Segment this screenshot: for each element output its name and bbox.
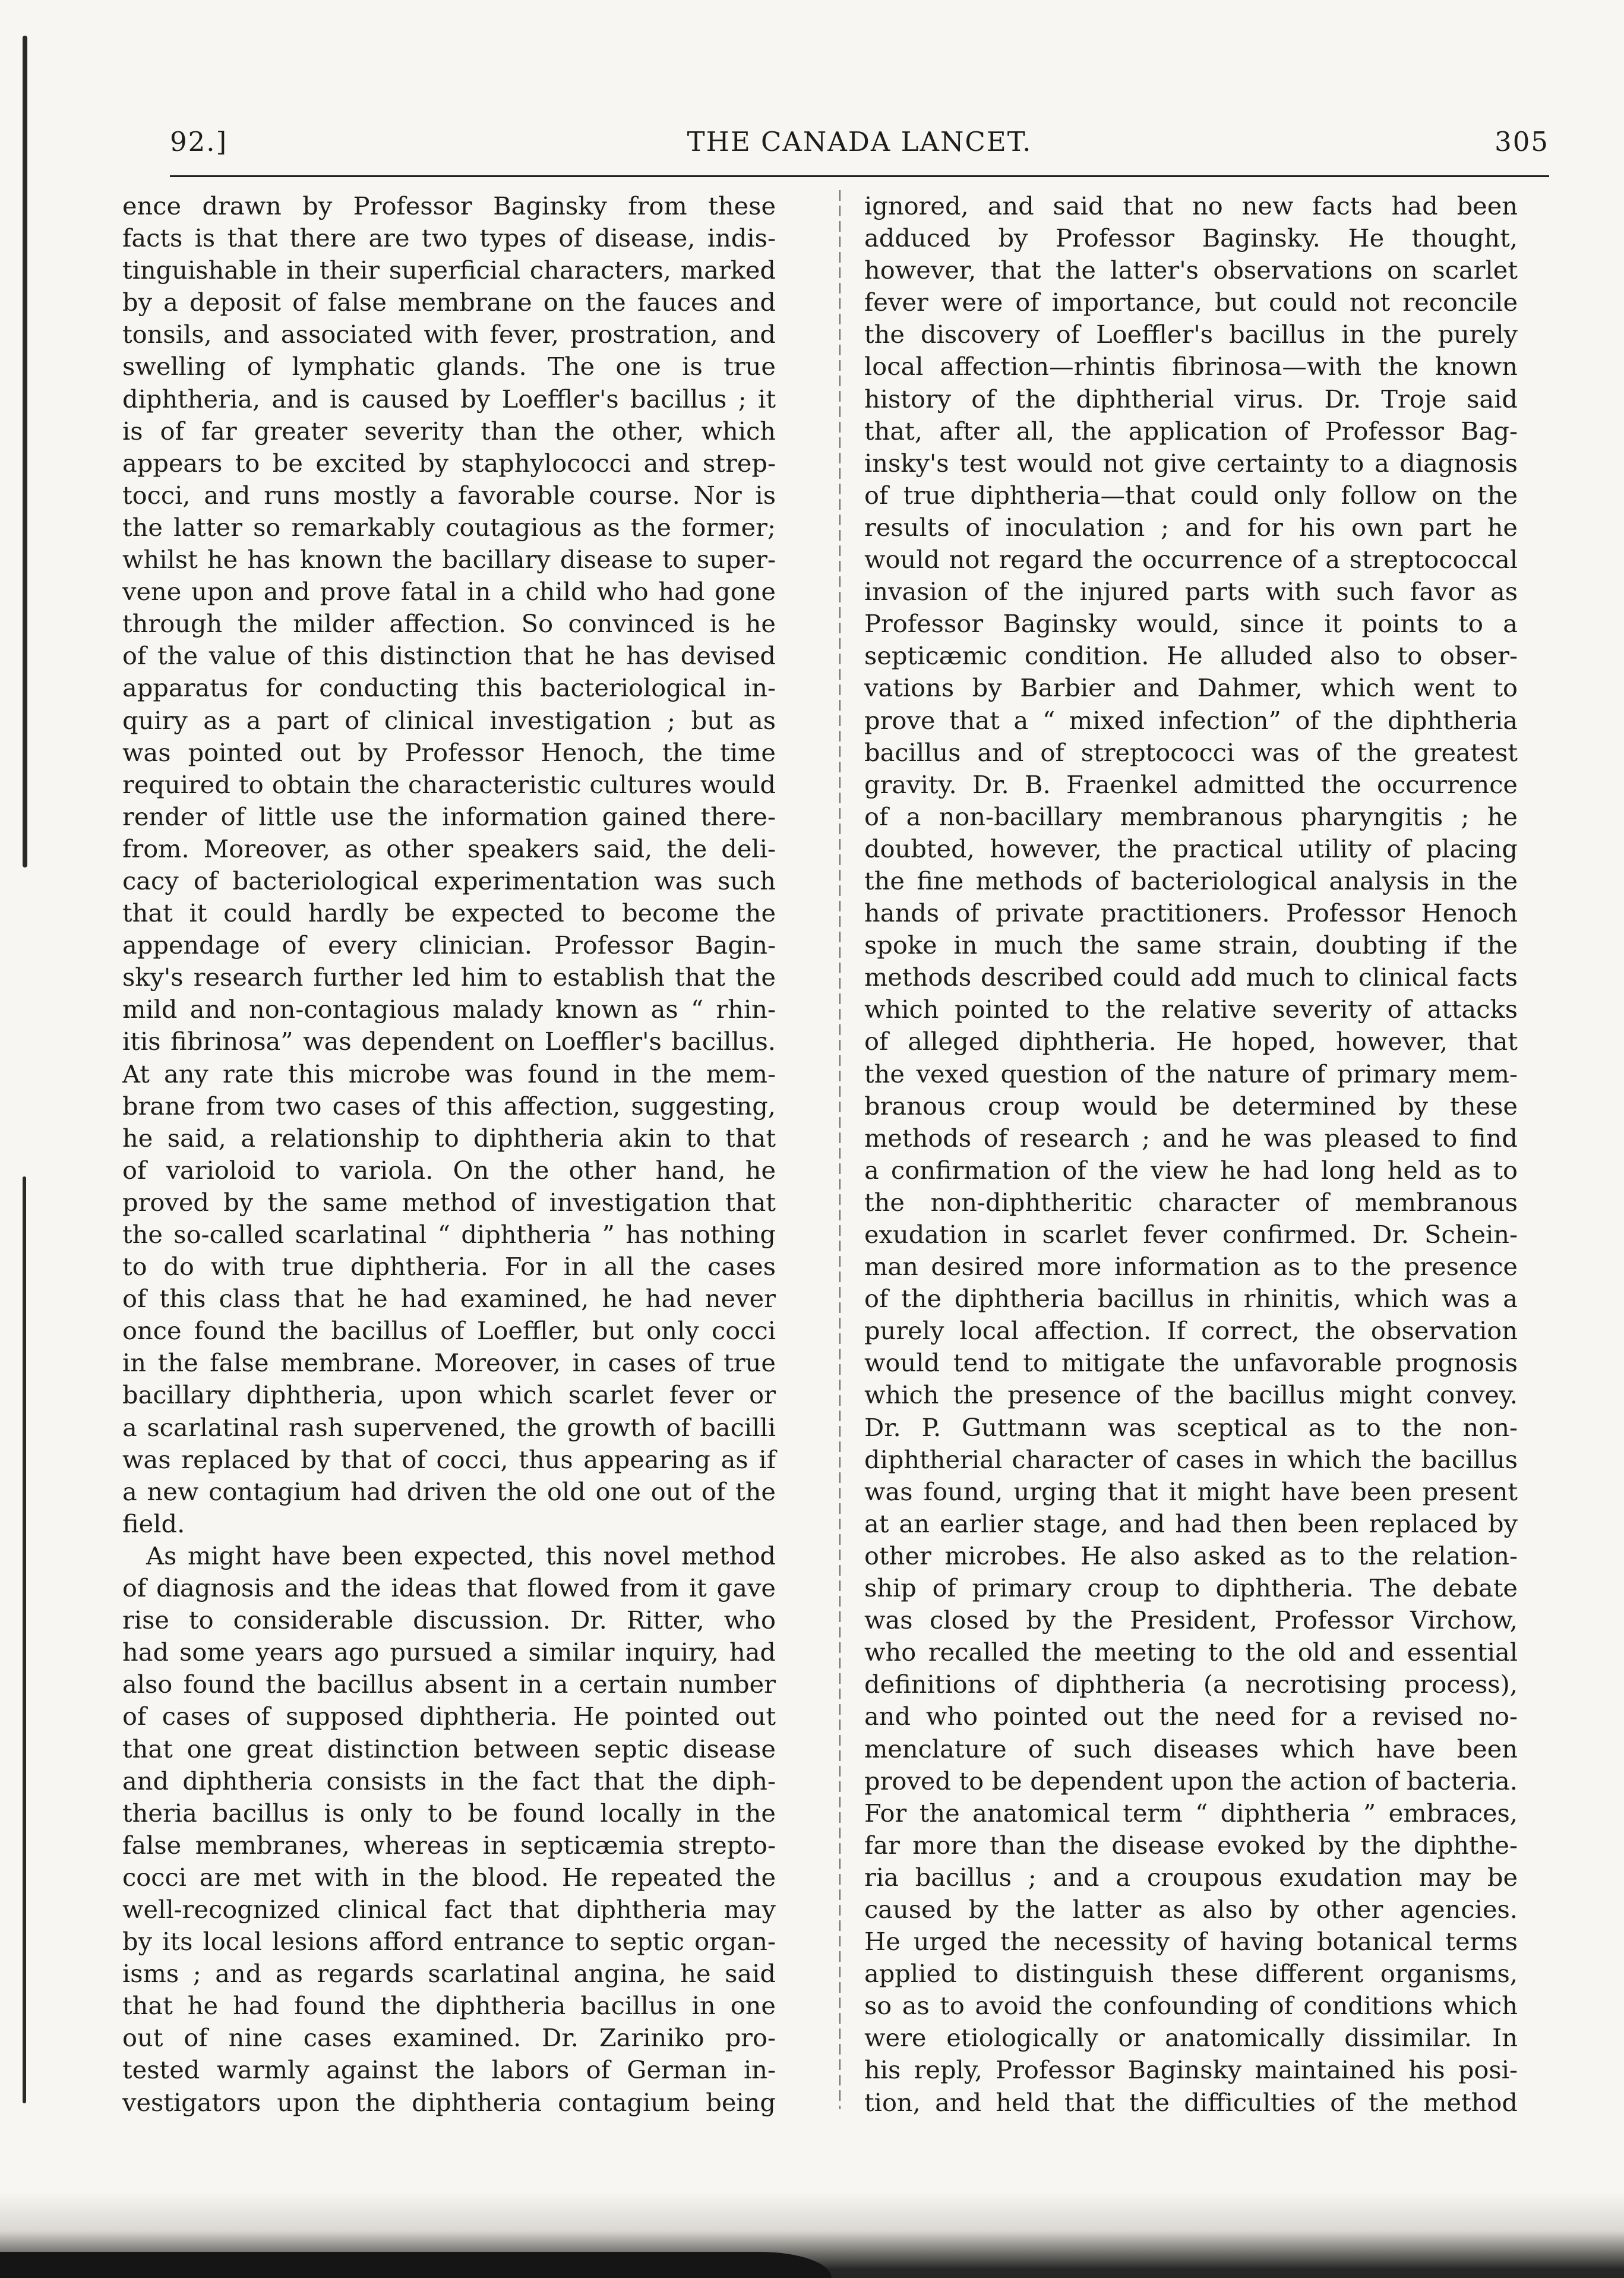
text-line: Dr. P. Guttmann was sceptical as to the non- xyxy=(864,1412,1518,1442)
text-line: by its local lesions afford entrance to septic organ- xyxy=(122,1927,776,1957)
text-line: of this class that he had examined, he had never xyxy=(122,1284,776,1314)
text-line: that, after all, the application of Professor Bag- xyxy=(864,416,1518,446)
text-line: bacillus and of streptococci was of the greatest xyxy=(864,737,1518,767)
text-line: methods of research ; and he was pleased to find xyxy=(864,1123,1518,1153)
text-line: had some years ago pursued a similar inquiry, had xyxy=(122,1637,776,1667)
text-line: insky's test would not give certainty to a diagnosis xyxy=(864,448,1518,478)
text-line: well-recognized clinical fact that diphtheria may xyxy=(122,1894,776,1924)
text-line: invasion of the injured parts with such favor as xyxy=(864,577,1518,607)
text-line: however, that the latter's observations on scarlet xyxy=(864,255,1518,285)
text-line: spoke in much the same strain, doubting if the xyxy=(864,930,1518,960)
text-line: of a non-bacillary membranous pharyngitis ; he xyxy=(864,802,1518,831)
text-line: hands of private practitioners. Professor Henoch xyxy=(864,898,1518,928)
text-line: the vexed question of the nature of primary mem- xyxy=(864,1059,1518,1088)
text-line: he said, a relationship to diphtheria akin to that xyxy=(122,1123,776,1153)
text-line: appears to be excited by staphylococci and strep- xyxy=(122,448,776,478)
text-line: definitions of diphtheria (a necrotising process), xyxy=(864,1670,1518,1699)
text-line: ence drawn by Professor Baginsky from these xyxy=(122,191,776,220)
text-line: was replaced by that of cocci, thus appearing as if xyxy=(122,1444,776,1474)
text-line: exudation in scarlet fever confirmed. Dr. Schein- xyxy=(864,1220,1518,1249)
text-line: isms ; and as regards scarlatinal angina, he said xyxy=(122,1959,776,1989)
running-header xyxy=(170,126,1549,172)
text-line: tested warmly against the labors of German in- xyxy=(122,2055,776,2085)
text-line: He urged the necessity of having botanical terms xyxy=(864,1927,1518,1957)
text-line: also found the bacillus absent in a certain number xyxy=(122,1670,776,1699)
text-line: a confirmation of the view he had long held as to xyxy=(864,1155,1518,1185)
text-line: menclature of such diseases which have been xyxy=(864,1734,1518,1763)
text-line: tonsils, and associated with fever, prostration, and xyxy=(122,320,776,349)
text-line: doubted, however, the practical utility of placing xyxy=(864,834,1518,863)
text-line: rise to considerable discussion. Dr. Ritter, who xyxy=(122,1605,776,1635)
text-line: which pointed to the relative severity of attacks xyxy=(864,995,1518,1024)
text-line: vations by Barbier and Dahmer, which went to xyxy=(864,673,1518,703)
text-line: tinguishable in their superficial characters, marked xyxy=(122,255,776,285)
text-line: mild and non-contagious malady known as “ rhin- xyxy=(122,995,776,1024)
text-line: results of inoculation ; and for his own part he xyxy=(864,512,1518,542)
text-line: proved by the same method of investigation that xyxy=(122,1187,776,1217)
text-line: tocci, and runs mostly a favorable course. Nor is xyxy=(122,480,776,510)
text-line: diphtheria, and is caused by Loeffler's bacillus ; it xyxy=(122,384,776,414)
text-line: was pointed out by Professor Henoch, the time xyxy=(122,737,776,767)
text-line: caused by the latter as also by other agencies. xyxy=(864,1894,1518,1924)
text-line: of the value of this distinction that he has devised xyxy=(122,641,776,671)
text-line: Professor Baginsky would, since it points to a xyxy=(864,609,1518,639)
page-edge-shadow-lower xyxy=(23,1176,26,2103)
right-text-column xyxy=(864,190,1518,2119)
header-rule xyxy=(170,175,1549,177)
text-line: of true diphtheria—that could only follow on the xyxy=(864,480,1518,510)
text-line: proved to be dependent upon the action of bacteria. xyxy=(864,1766,1518,1796)
text-line: quiry as a part of clinical investigation ; but as xyxy=(122,705,776,735)
text-line: ria bacillus ; and a croupous exudation may be xyxy=(864,1862,1518,1892)
text-line: man desired more information as to the presence xyxy=(864,1252,1518,1282)
text-line: that one great distinction between septic disease xyxy=(122,1734,776,1763)
text-line: of the diphtheria bacillus in rhinitis, which was a xyxy=(864,1284,1518,1314)
text-line: methods described could add much to clinical facts xyxy=(864,963,1518,992)
text-line: purely local affection. If correct, the observation xyxy=(864,1316,1518,1346)
text-line: of diagnosis and the ideas that flowed from it gave xyxy=(122,1573,776,1603)
text-line: appendage of every clinician. Professor Bagin- xyxy=(122,930,776,960)
text-line: and diphtheria consists in the fact that the diph- xyxy=(122,1766,776,1796)
text-line: ship of primary croup to diphtheria. The debate xyxy=(864,1573,1518,1603)
text-line: to do with true diphtheria. For in all the cases xyxy=(122,1252,776,1282)
text-line: theria bacillus is only to be found locally in the xyxy=(122,1798,776,1828)
text-line: false membranes, whereas in septicæmia strepto- xyxy=(122,1830,776,1860)
text-line: the discovery of Loeffler's bacillus in the purely xyxy=(864,320,1518,349)
text-line: branous croup would be determined by these xyxy=(864,1091,1518,1121)
text-line: fever were of importance, but could not reconcile xyxy=(864,288,1518,317)
text-line: vestigators upon the diphtheria contagium being xyxy=(122,2087,776,2117)
volume-number: 92.] xyxy=(170,126,228,157)
text-line: adduced by Professor Baginsky. He thought, xyxy=(864,223,1518,253)
text-line: in the false membrane. Moreover, in cases of true xyxy=(122,1348,776,1378)
text-line: facts is that there are two types of disease, indis- xyxy=(122,223,776,253)
text-line: applied to distinguish these different organisms, xyxy=(864,1959,1518,1989)
text-line: the non-diphtheritic character of membranous xyxy=(864,1187,1518,1217)
journal-title: THE CANADA LANCET. xyxy=(687,126,1032,157)
text-line: would not regard the occurrence of a streptococcal xyxy=(864,545,1518,575)
text-line: For the anatomical term “ diphtheria ” embraces, xyxy=(864,1798,1518,1828)
text-line: through the milder affection. So convinced is he xyxy=(122,609,776,639)
text-line: render of little use the information gained there- xyxy=(122,802,776,831)
text-line: of cases of supposed diphtheria. He pointed out xyxy=(122,1702,776,1731)
text-line: the latter so remarkably coutagious as the former; xyxy=(122,512,776,542)
text-line: a scarlatinal rash supervened, the growth of bacilli xyxy=(122,1412,776,1442)
text-line: out of nine cases examined. Dr. Zariniko pro- xyxy=(122,2023,776,2053)
text-line: his reply, Professor Baginsky maintained his posi- xyxy=(864,2055,1518,2085)
text-line: itis fibrinosa” was dependent on Loeffler's bacillus. xyxy=(122,1027,776,1056)
text-line: other microbes. He also asked as to the relation- xyxy=(864,1541,1518,1570)
text-line: the so-called scarlatinal “ diphtheria ” has nothing xyxy=(122,1220,776,1249)
text-line: gravity. Dr. B. Fraenkel admitted the occurrence xyxy=(864,769,1518,799)
text-line: were etiologically or anatomically dissimilar. In xyxy=(864,2023,1518,2053)
text-line: bacillary diphtheria, upon which scarlet fever or xyxy=(122,1380,776,1410)
text-line: of varioloid to variola. On the other hand, he xyxy=(122,1155,776,1185)
text-line: sky's research further led him to establish that the xyxy=(122,963,776,992)
text-line: once found the bacillus of Loeffler, but only cocci xyxy=(122,1316,776,1346)
text-line: which the presence of the bacillus might convey. xyxy=(864,1380,1518,1410)
text-line: a new contagium had driven the old one out of the xyxy=(122,1476,776,1506)
text-line: of alleged diphtheria. He hoped, however, that xyxy=(864,1027,1518,1056)
text-line: tion, and held that the difficulties of the method xyxy=(864,2087,1518,2117)
text-line: so as to avoid the confounding of conditions which xyxy=(864,1991,1518,2021)
text-line: prove that a “ mixed infection” of the diphtheria xyxy=(864,705,1518,735)
text-line: that it could hardly be expected to become the xyxy=(122,898,776,928)
text-line: would tend to mitigate the unfavorable prognosis xyxy=(864,1348,1518,1378)
column-divider xyxy=(839,190,841,2109)
text-line: the fine methods of bacteriological analysis in the xyxy=(864,866,1518,895)
text-line: vene upon and prove fatal in a child who had gone xyxy=(122,577,776,607)
text-line: As might have been expected, this novel method xyxy=(146,1541,776,1570)
page-edge-shadow xyxy=(23,36,27,867)
text-line: from. Moreover, as other speakers said, the deli- xyxy=(122,834,776,863)
text-line: was closed by the President, Professor Virchow, xyxy=(864,1605,1518,1635)
text-line: and who pointed out the need for a revised no- xyxy=(864,1702,1518,1731)
text-line: cacy of bacteriological experimentation was such xyxy=(122,866,776,895)
text-line: local affection—rhintis fibrinosa—with the known xyxy=(864,352,1518,381)
page-number: 305 xyxy=(1495,126,1549,157)
text-line: field. xyxy=(122,1509,185,1538)
text-line: is of far greater severity than the other, which xyxy=(122,416,776,446)
text-line: whilst he has known the bacillary disease to super- xyxy=(122,545,776,575)
left-text-column xyxy=(122,190,776,2119)
text-line: required to obtain the characteristic cultures would xyxy=(122,769,776,799)
text-line: ignored, and said that no new facts had been xyxy=(864,191,1518,220)
text-line: diphtherial character of cases in which the bacillus xyxy=(864,1444,1518,1474)
text-line: At any rate this microbe was found in the mem- xyxy=(122,1059,776,1088)
text-line: history of the diphtherial virus. Dr. Troje said xyxy=(864,384,1518,414)
page-bottom-shadow xyxy=(0,2252,832,2278)
text-line: brane from two cases of this affection, suggesting, xyxy=(122,1091,776,1121)
text-line: that he had found the diphtheria bacillus in one xyxy=(122,1991,776,2021)
text-line: septicæmic condition. He alluded also to obser- xyxy=(864,641,1518,671)
text-line: at an earlier stage, and had then been replaced by xyxy=(864,1509,1518,1538)
text-line: far more than the disease evoked by the diphthe- xyxy=(864,1830,1518,1860)
text-line: who recalled the meeting to the old and essential xyxy=(864,1637,1518,1667)
text-line: swelling of lymphatic glands. The one is true xyxy=(122,352,776,381)
text-line: apparatus for conducting this bacteriological in- xyxy=(122,673,776,703)
text-line: by a deposit of false membrane on the fauces and xyxy=(122,288,776,317)
text-line: cocci are met with in the blood. He repeated the xyxy=(122,1862,776,1892)
text-line: was found, urging that it might have been present xyxy=(864,1476,1518,1506)
